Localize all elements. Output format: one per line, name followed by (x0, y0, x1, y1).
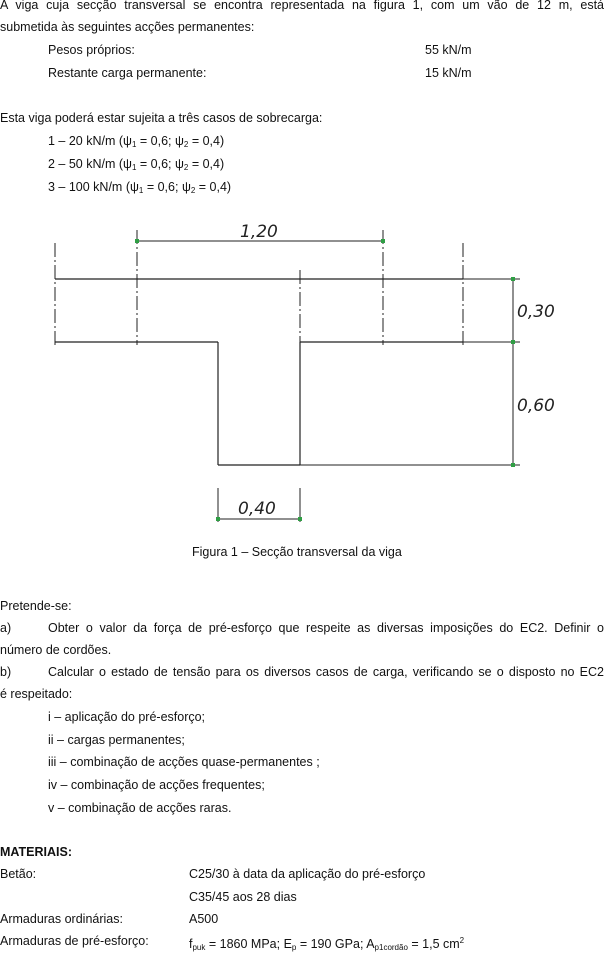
dim-tick (511, 340, 515, 344)
dim-top-label: 1,20 (240, 222, 278, 242)
overload-intro: Esta viga poderá estar sujeita a três casos de sobrecarga: (0, 111, 323, 125)
dim-bottom-label: 0,40 (238, 499, 276, 519)
task-sub-iv: iv – combinação de acções frequentes; (48, 778, 265, 792)
dim-web-label: 0,60 (517, 396, 555, 416)
ordinary-rebar-value: A500 (189, 912, 219, 926)
load-value-2: 15 kN/m (425, 66, 472, 80)
task-b-line-1: Calcular o estado de tensão para os diversos casos de carga, verificando se o disposto no EC2 (48, 665, 604, 679)
task-sub-iii: iii – combinação de acções quase-permanentes ; (48, 755, 320, 769)
task-sub-v: v – combinação de acções raras. (48, 801, 232, 815)
task-sub-ii: ii – cargas permanentes; (48, 733, 185, 747)
intro-line-2: submetida às seguintes acções permanentes: (0, 20, 255, 34)
overload-case-1: 1 – 20 kN/m ($\psi_1 = 0,6$; $\psi_2 = 0,4$) (48, 134, 225, 149)
tasks-intro: Pretende-se: (0, 599, 72, 613)
task-b-line-2: é respeitado: (0, 687, 73, 701)
betao-label: Betão: (0, 867, 37, 881)
dim-flange-label: 0,30 (517, 302, 555, 322)
overload-case-2: 2 – 50 kN/m ($\psi_1 = 0,6$; $\psi_2 = 0,4$) (48, 157, 225, 172)
dim-tick (511, 277, 515, 281)
task-a-line-1: Obter o valor da força de pré-esforço que respeite as diversas imposições do EC2. Definir o (48, 621, 604, 635)
betao-value-2: C35/45 aos 28 dias (189, 890, 297, 904)
overload-case-3: 3 – 100 kN/m ($\psi_1 = 0,6$; $\psi_2 = 0,4$) (48, 180, 232, 195)
prestress-label: Armaduras de pré-esforço: (0, 934, 149, 948)
task-a-line-2: número de cordões. (0, 643, 112, 657)
task-sub-i: i – aplicação do pré-esforço; (48, 710, 206, 724)
load-label-1: Pesos próprios: (48, 43, 135, 57)
figure-caption: Figura 1 – Secção transversal da viga (192, 545, 402, 559)
cross-section-figure (0, 222, 604, 532)
intro-line-1: A viga cuja secção transversal se encontra representada na figura 1, com um vão de 12 m, está (0, 0, 604, 12)
dim-tick (216, 517, 220, 521)
ordinary-rebar-label: Armaduras ordinárias: (0, 912, 123, 926)
task-b-label: b) (0, 665, 12, 679)
task-a-label: a) (0, 621, 12, 635)
prestress-value: $f_{puk} = 1860$ MPa; $E_p = 190$ GPa; $A_{p1cordão} = 1,5$ $cm^2$ (189, 936, 465, 952)
dim-tick (511, 463, 515, 467)
dim-tick (381, 239, 385, 243)
betao-value-1: C25/30 à data da aplicação do pré-esforço (189, 867, 426, 881)
dim-tick (135, 239, 139, 243)
load-value-1: 55 kN/m (425, 43, 472, 57)
load-label-2: Restante carga permanente: (48, 66, 207, 80)
materials-title: MATERIAIS: (0, 845, 72, 859)
dim-tick (298, 517, 302, 521)
